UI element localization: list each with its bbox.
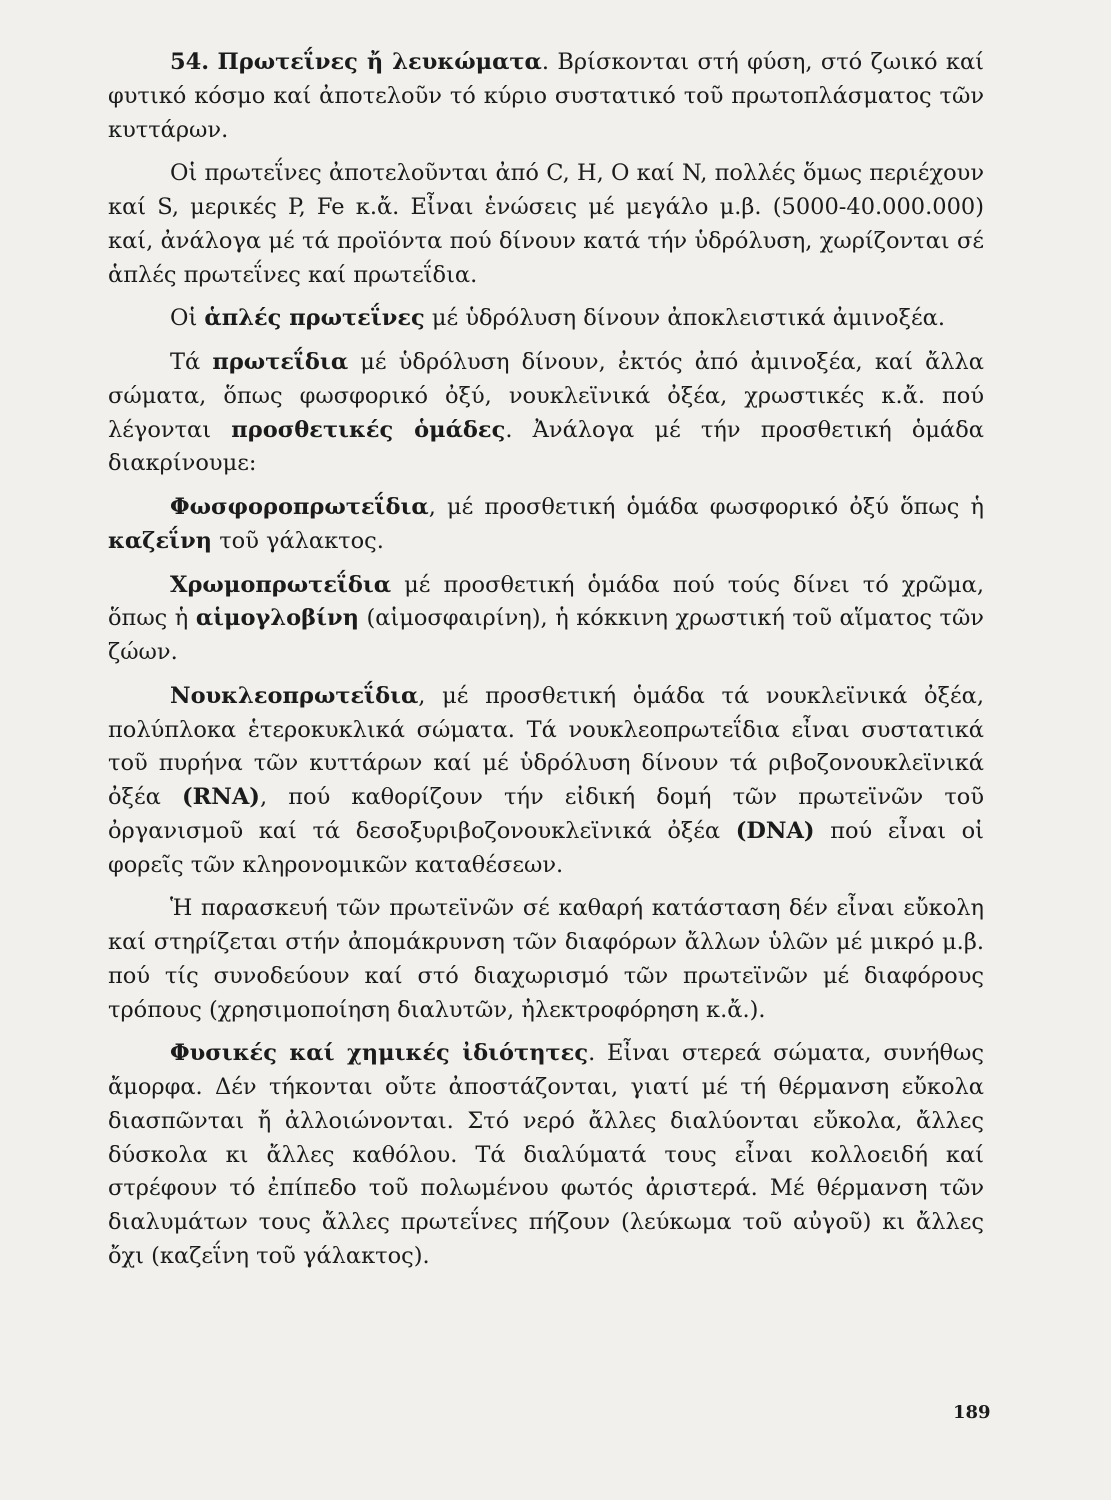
page-body — [108, 46, 984, 1284]
section-number: 54. — [170, 49, 210, 75]
term-chromoproteids: Χρωμοπρωτεΐδια — [170, 571, 392, 598]
paragraph-nucleoproteids: Νουκλεοπρωτεΐδια, μέ προσθετική ὁμάδα τά νουκλεϊνικά ὀξέα, πολύπλοκα ἑτεροκυκλικά σώματα. Τά νουκλεοπρωτεΐδια εἶναι συστατικά τοῦ πυρήνα τῶν κυττάρων καί μέ ὑδρόλυση δίνουν τά ριβοζονουκλεϊνικά ὀξέα (RNA), πού καθορίζουν τήν εἰδική δομή τῶν πρωτεϊνῶν τοῦ ὀργανισμοῦ καί τά δεσοξυριβοζονουκλεϊνικά ὀξέα (DNA) πού εἶναι οἱ φορεῖς τῶν κληρονομικῶν καταθέσεων. — [108, 682, 985, 878]
section-54-intro — [108, 46, 984, 147]
term-physical-chemical-properties: Φυσικές καί χημικές ἰδιότητες — [170, 1040, 589, 1067]
term-casein: καζεΐνη — [108, 527, 213, 554]
paragraph-composition: Οἱ πρωτεΐνες ἀποτελοῦνται ἀπό C, H, O καί N, πολλές ὅμως περιέχουν καί S, μερικές P, Fe κ.ἄ. Εἶναι ἑνώσεις μέ μεγάλο μ.β. (5000-40.000.000) καί, ἀνάλογα μέ τά προϊόντα πού δίνουν κατά τήν ὑδρόλυση, χωρίζονται σέ ἁπλές πρωτεΐνες καί πρωτεΐδια. — [108, 160, 984, 288]
term-prosthetic-groups: προσθετικές ὁμάδες — [231, 416, 506, 443]
paragraph-preparation: Ἡ παρασκευή τῶν πρωτεϊνῶν σέ καθαρή κατάσταση δέν εἶναι εὔκολη καί στηρίζεται στήν ἀπομάκρυνση τῶν διαφόρων ἄλλων ὑλῶν μέ μικρό μ.β. πού τίς συνοδεύουν καί στό διαχωρισμό τῶν πρωτεϊνῶν μέ διαφόρους τρόπους (χρησιμοποίηση διαλυτῶν, ἠλεκτροφόρηση κ.ἄ.). — [108, 895, 984, 1023]
paragraph-phosphoproteids: Φωσφοροπρωτεΐδια, μέ προσθετική ὁμάδα φωσφορικό ὀξύ ὅπως ἡ καζεΐνη τοῦ γάλακτος. — [108, 494, 984, 554]
paragraph-proteids: Τά πρωτεΐδια μέ ὑδρόλυση δίνουν, ἐκτός ἀπό ἀμινοξέα, καί ἄλλα σώματα, ὅπως φωσφορικό ὀξύ, νουκλεϊνικά ὀξέα, χρωστικές κ.ἄ. πού λέγονται προσθετικές ὁμάδες. Ἀνάλογα μέ τήν προσθετική ὁμάδα διακρίνουμε: — [108, 349, 984, 477]
term-dna: (DNA) — [735, 817, 815, 844]
paragraph-properties: Φυσικές καί χημικές ἰδιότητες. Εἶναι στερεά σώματα, συνήθως ἄμορφα. Δέν τήκονται οὔτε ἀποστάζονται, γιατί μέ τή θέρμανση εὔκολα διασπῶνται ἤ ἀλλοιώνονται. Στό νερό ἄλλες διαλύονται εὔκολα, ἄλλες δύσκολα κι ἄλλες καθόλου. Τά διαλύματά τους εἶναι κολλοειδή καί στρέφουν τό ἐπίπεδο τοῦ πολωμένου φωτός ἀριστερά. Μέ θέρμανση τῶν διαλυμάτων τους ἄλλες πρωτεΐνες πήζουν (λεύκωμα τοῦ αὐγοῦ) κι ἄλλες ὄχι (καζεΐνη τοῦ γάλακτος). — [108, 1040, 985, 1269]
paragraph-simple-proteins: Οἱ ἁπλές πρωτεΐνες μέ ὑδρόλυση δίνουν ἀποκλειστικά ἀμινοξέα. — [170, 305, 945, 332]
section-intro-text: . Βρίσκονται στή φύση, στό ζωικό καί φυτικό κόσμο καί ἀποτελοῦν τό κύριο συστατικό τοῦ πρωτοπλάσματος τῶν κυττάρων. — [108, 49, 984, 143]
term-phosphoproteids: Φωσφοροπρωτεΐδια — [170, 494, 429, 520]
term-rna: (RNA) — [181, 784, 260, 810]
term-nucleoproteids: Νουκλεοπρωτεΐδια — [170, 682, 419, 709]
term-hemoglobin: αἱμογλοβίνη — [195, 605, 359, 632]
paragraph-chromoproteids: Χρωμοπρωτεΐδια μέ προσθετική ὁμάδα πού τούς δίνει τό χρῶμα, ὅπως ἡ αἱμογλοβίνη (αἱμοσφαιρίνη), ἡ κόκκινη χρωστική τοῦ αἵματος τῶν ζώων. — [108, 571, 984, 665]
page-number: 189 — [953, 1402, 991, 1423]
section-title: Πρωτεΐνες ἤ λευκώματα — [217, 49, 542, 75]
term-proteids: πρωτεΐδια — [212, 349, 349, 375]
term-simple-proteins: ἁπλές πρωτεΐνες — [204, 305, 425, 332]
